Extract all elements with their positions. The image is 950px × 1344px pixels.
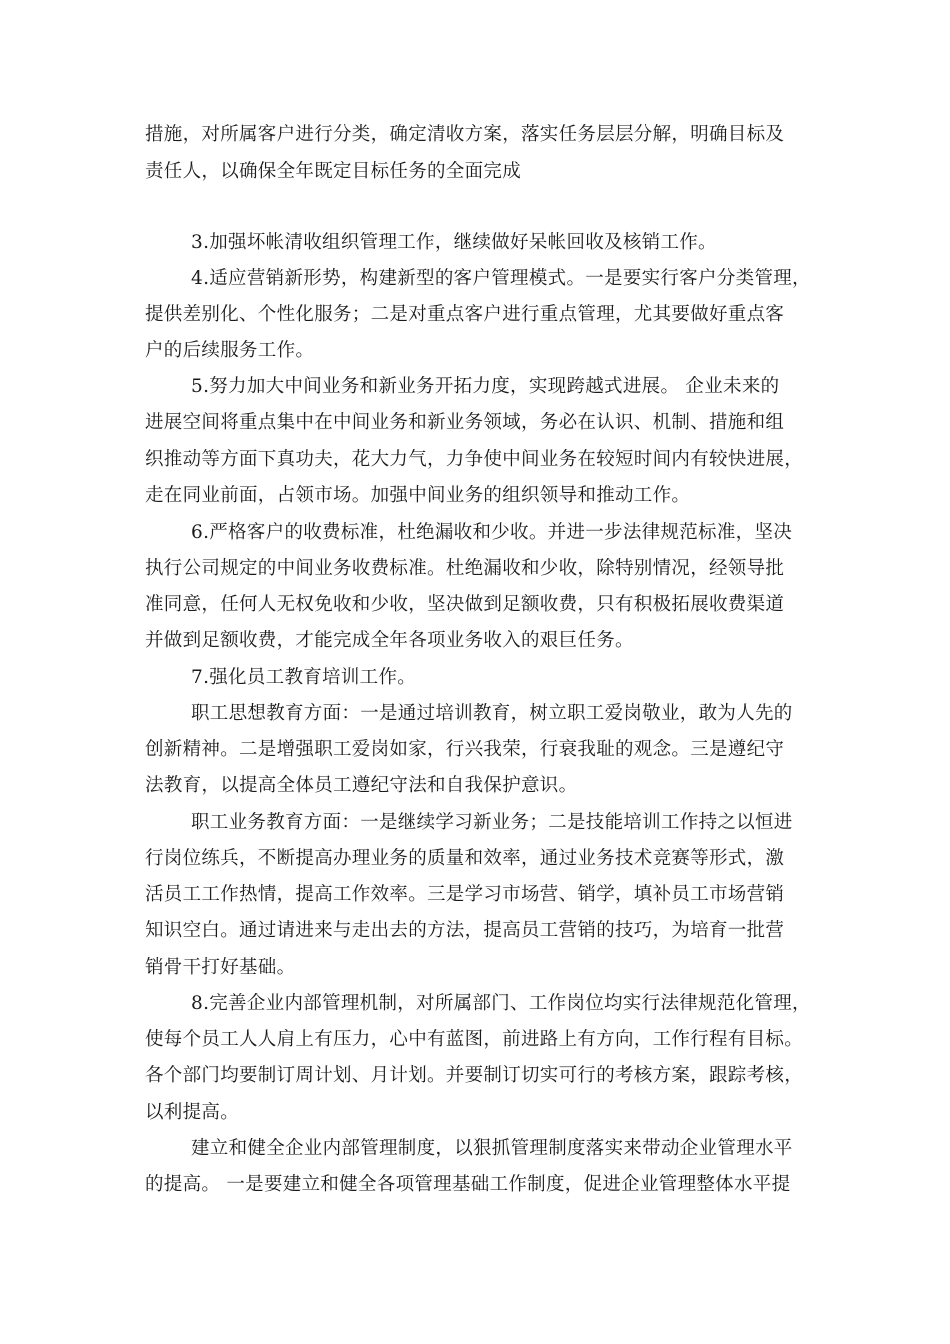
paragraph-line: 准同意，任何人无权免收和少收，坚决做到足额收费，只有积极拓展收费渠道 xyxy=(145,594,785,615)
paragraph-line: 使每个员工人人肩上有压力，心中有蓝图，前进路上有方向，工作行程有目标。 xyxy=(145,1029,804,1050)
paragraph-line: 执行公司规定的中间业务收费标准。杜绝漏收和少收，除特别情况，经领导批 xyxy=(145,558,785,579)
paragraph-line: 建立和健全企业内部管理制度，以狠抓管理制度落实来带动企业管理水平 xyxy=(191,1138,793,1159)
paragraph-line: 织推动等方面下真功夫，花大力气，力争使中间业务在较短时间内有较快进展， xyxy=(145,449,804,470)
paragraph-line: 责任人，以确保全年既定目标任务的全面完成 xyxy=(145,161,522,182)
paragraph-line: 提供差别化、个性化服务；二是对重点客户进行重点管理，尤其要做好重点客 xyxy=(145,304,785,325)
paragraph-line: 行岗位练兵，不断提高办理业务的质量和效率，通过业务技术竞赛等形式，激 xyxy=(145,848,785,869)
paragraph-line: 各个部门均要制订周计划、月计划。并要制订切实可行的考核方案，跟踪考核， xyxy=(145,1065,804,1086)
paragraph-line: 5.努力加大中间业务和新业务开拓力度，实现跨越式进展。 企业未来的 xyxy=(191,376,780,397)
paragraph-line: 3.加强坏帐清收组织管理工作，继续做好呆帐回收及核销工作。 xyxy=(191,232,717,253)
paragraph-line: 户的后续服务工作。 xyxy=(145,340,315,361)
paragraph-line: 职工思想教育方面：一是通过培训教育，树立职工爱岗敬业，敢为人先的 xyxy=(191,703,793,724)
paragraph-line: 措施，对所属客户进行分类，确定清收方案，落实任务层层分解，明确目标及 xyxy=(145,124,785,145)
paragraph-line: 走在同业前面，占领市场。加强中间业务的组织领导和推动工作。 xyxy=(145,485,691,506)
paragraph-line: 以利提高。 xyxy=(145,1102,240,1123)
paragraph-line: 4.适应营销新形势，构建新型的客户管理模式。一是要实行客户分类管理， xyxy=(191,268,811,289)
paragraph-line: 进展空间将重点集中在中间业务和新业务领域，务必在认识、机制、措施和组 xyxy=(145,412,785,433)
paragraph-line: 6.严格客户的收费标准，杜绝漏收和少收。并进一步法律规范标准，坚决 xyxy=(191,522,793,543)
paragraph-line: 并做到足额收费，才能完成全年各项业务收入的艰巨任务。 xyxy=(145,630,634,651)
paragraph-line: 法教育，以提高全体员工遵纪守法和自我保护意识。 xyxy=(145,775,578,796)
paragraph-line: 销骨干打好基础。 xyxy=(145,957,296,978)
paragraph-line: 创新精神。二是增强职工爱岗如家，行兴我荣，行衰我耻的观念。三是遵纪守 xyxy=(145,739,785,760)
paragraph-line: 知识空白。通过请进来与走出去的方法，提高员工营销的技巧，为培育一批营 xyxy=(145,920,785,941)
paragraph-line: 活员工工作热情，提高工作效率。三是学习市场营、销学，填补员工市场营销 xyxy=(145,884,785,905)
paragraph-line: 7.强化员工教育培训工作。 xyxy=(191,667,417,688)
paragraph-line: 职工业务教育方面：一是继续学习新业务；二是技能培训工作持之以恒进 xyxy=(191,812,793,833)
paragraph-line: 8.完善企业内部管理机制，对所属部门、工作岗位均实行法律规范化管理， xyxy=(191,993,811,1014)
paragraph-line: 的提高。 一是要建立和健全各项管理基础工作制度，促进企业管理整体水平提 xyxy=(145,1174,791,1195)
